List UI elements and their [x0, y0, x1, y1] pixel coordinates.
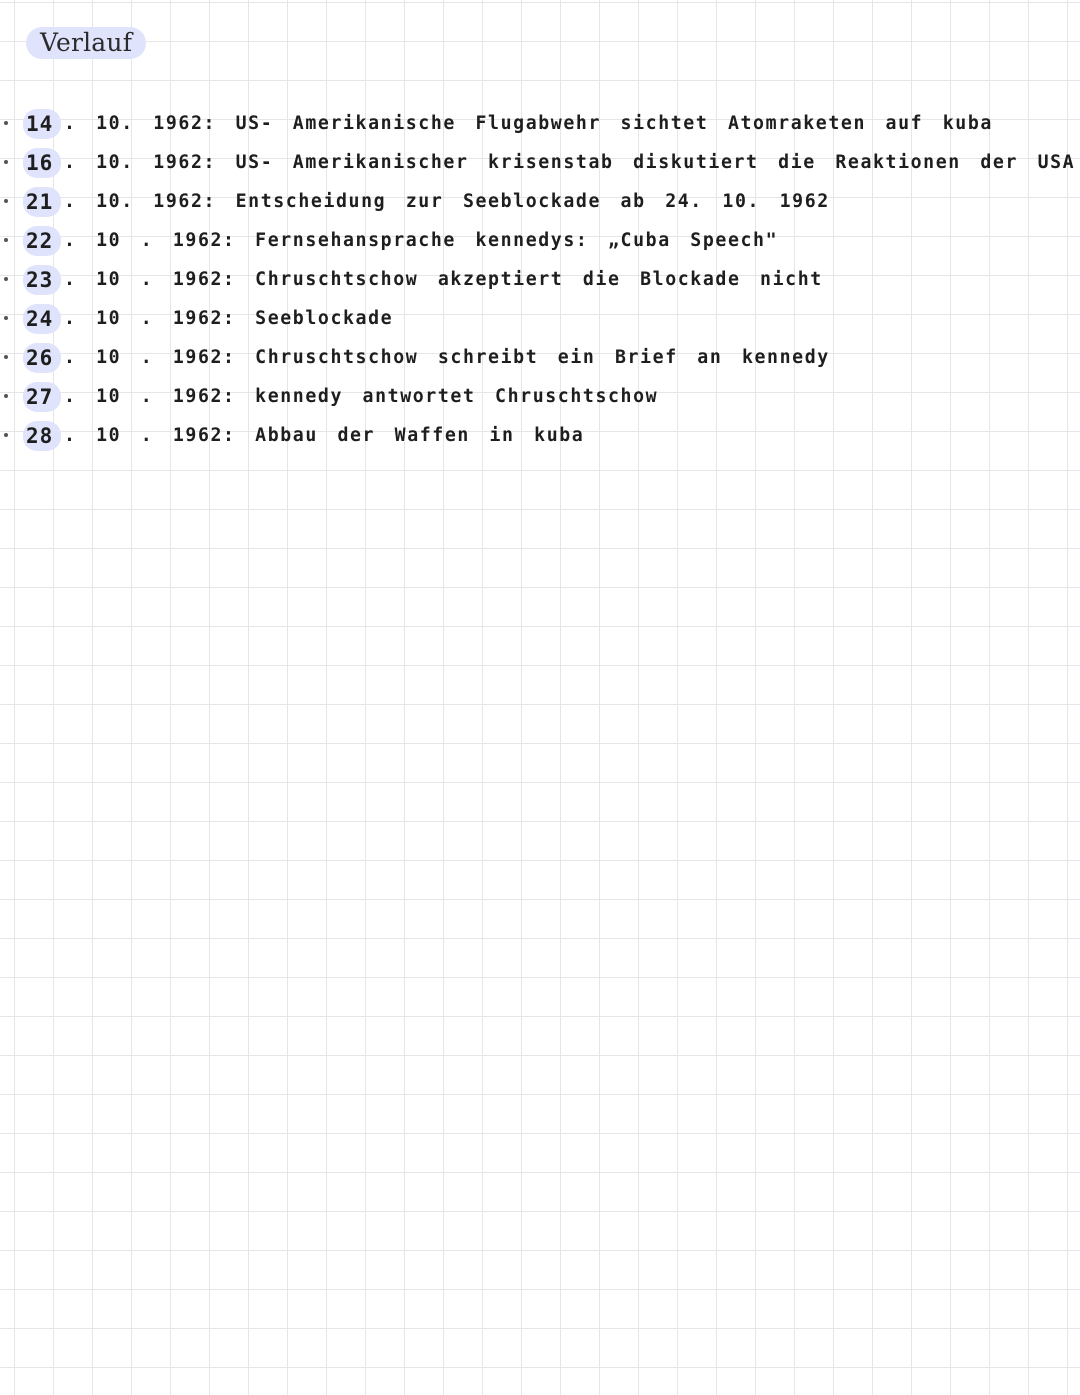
- day-highlight: 28: [23, 421, 61, 451]
- day-highlight: 22: [23, 226, 61, 256]
- timeline-entry: [0, 378, 1060, 417]
- entry-text: . 10 . 1962: Chruschtschow schreibt ein Brief an kennedy: [64, 347, 830, 368]
- entry-text: . 10. 1962: US- Amerikanische Flugabwehr sichtet Atomraketen auf kuba: [64, 113, 993, 134]
- timeline-entry: [0, 183, 1060, 222]
- day-highlight: 24: [23, 304, 61, 334]
- timeline-entry: [0, 339, 1060, 378]
- entry-text: . 10. 1962: US- Amerikanischer krisenstab diskutiert die Reaktionen der USA: [64, 152, 1076, 173]
- bullet-icon: [4, 433, 8, 437]
- bullet-icon: [4, 121, 8, 125]
- day-highlight: 14: [23, 109, 61, 139]
- bullet-icon: [4, 277, 8, 281]
- bullet-icon: [4, 160, 8, 164]
- timeline-entry: [0, 261, 1060, 300]
- entry-text: . 10 . 1962: kennedy antwortet Chruschtschow: [64, 386, 659, 407]
- timeline-entry: [0, 222, 1060, 261]
- timeline-entry: [0, 417, 1060, 456]
- day-highlight: 23: [23, 265, 61, 295]
- day-highlight: 21: [23, 187, 61, 217]
- page-title: Verlauf: [26, 27, 146, 59]
- bullet-icon: [4, 316, 8, 320]
- day-highlight: 26: [23, 343, 61, 373]
- entry-text: . 10. 1962: Entscheidung zur Seeblockade ab 24. 10. 1962: [64, 191, 830, 212]
- day-highlight: 27: [23, 382, 61, 412]
- timeline-entry: [0, 144, 1076, 183]
- bullet-icon: [4, 355, 8, 359]
- entry-text: . 10 . 1962: Abbau der Waffen in kuba: [64, 425, 585, 446]
- bullet-icon: [4, 238, 8, 242]
- bullet-icon: [4, 394, 8, 398]
- entry-text: . 10 . 1962: Fernsehansprache kennedys: „Cuba Speech": [64, 230, 779, 251]
- timeline-list: [0, 105, 1076, 456]
- entry-text: . 10 . 1962: Chruschtschow akzeptiert die Blockade nicht: [64, 269, 823, 290]
- entry-text: . 10 . 1962: Seeblockade: [64, 308, 394, 329]
- timeline-entry: [0, 300, 1060, 339]
- bullet-icon: [4, 199, 8, 203]
- day-highlight: 16: [23, 148, 61, 178]
- timeline-entry: [0, 105, 1060, 144]
